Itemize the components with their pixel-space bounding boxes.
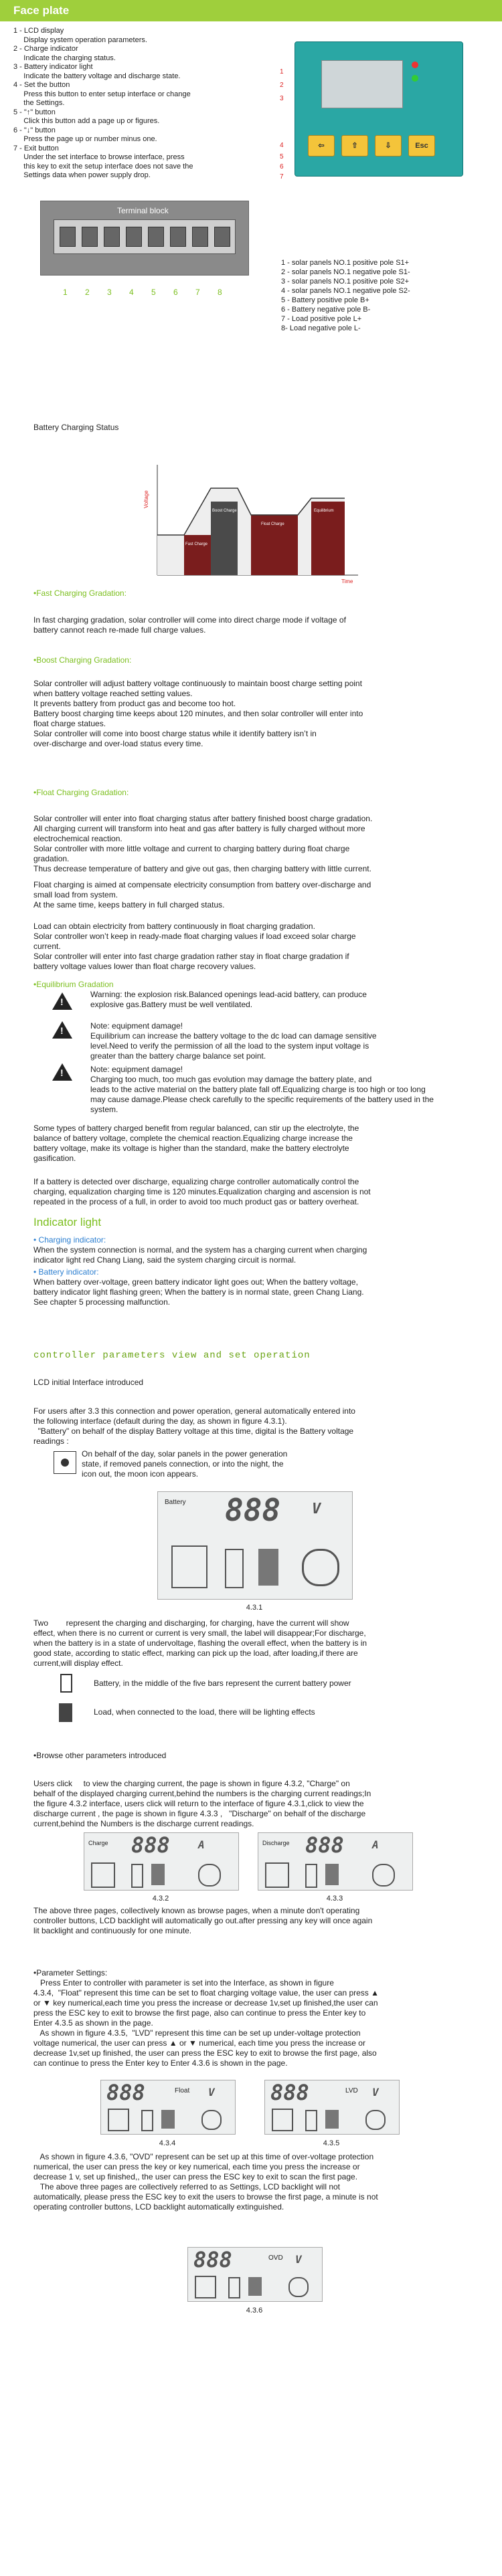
text-line: battery cannot reach re-made full charge values. xyxy=(33,625,206,635)
text-line: Enter 4.3.5 as shown in the page. xyxy=(33,2018,153,2028)
charge-discharge-text xyxy=(33,1618,489,1669)
face-plate-item: 2 - Charge indicator xyxy=(13,45,78,53)
battery-icon xyxy=(305,1864,317,1888)
terminal-number: 1 xyxy=(63,288,68,297)
float-charging-text xyxy=(33,814,489,874)
ovd-text xyxy=(33,2152,495,2212)
terminal-legend-item: 8- Load negative pole L- xyxy=(281,324,361,332)
text-line: current. xyxy=(33,942,61,951)
voltage-axis-label: Voltage xyxy=(143,490,149,508)
text-line: Thus decrease temperature of battery and give out gas, then charging battery with little current. xyxy=(33,864,371,873)
lcd-ovd-label: OVD xyxy=(268,2254,283,2262)
lcd-charge-digits: 888 xyxy=(131,1832,170,1858)
text-line: repeated in the process of a full, in order to avoid too much product gas or battery overheat. xyxy=(33,1197,359,1206)
text-line: Warning: the explosion risk.Balanced openings lead-acid battery, can produce xyxy=(90,990,367,999)
terminal-screw xyxy=(60,227,76,247)
text-line: Solar controller will adjust battery voltage continuously to maintain boost charge setting point xyxy=(33,679,362,688)
text-line: Equilibrium can increase the battery voltage to the dc load can damage sensitive xyxy=(90,1031,377,1041)
terminal-legend xyxy=(281,258,482,333)
equipment-damage-head-2: Note: equipment damage! xyxy=(90,1065,183,1074)
text-line: discharge current , the page is shown in figure 4.3.3 , "Discharge" on behalf of the discharge xyxy=(33,1809,366,1818)
stage-label-float: Float Charge xyxy=(261,522,284,526)
stage-label-fast: Fast Charge xyxy=(185,542,208,546)
lcd-lvd-unit: V xyxy=(372,2086,379,2099)
terminal-screw xyxy=(126,227,142,247)
text-line: decrease 1v,set up finished, the user can press the ESC key to exit to browse the first page, also xyxy=(33,2048,377,2058)
text-line: press the ESC key to exit to browse the first page, also can continue to press the Enter key to xyxy=(33,2008,366,2018)
text-line: decrease 1 v, set up finished,, the user can press the ESC key to exit to scan the first page. xyxy=(33,2172,358,2181)
equipment-damage-text-1 xyxy=(33,1031,489,1061)
controller-section-title: controller parameters view and set operation xyxy=(33,1350,311,1361)
panel-callout-1: 1 xyxy=(280,68,284,76)
face-plate-item: Display system operation parameters. xyxy=(13,35,147,44)
solar-panel-icon xyxy=(171,1545,207,1588)
lcd-ovd-unit: V xyxy=(295,2253,302,2266)
equipment-damage-text-2 xyxy=(33,1075,489,1115)
text-line: In fast charging gradation, solar controller will come into direct charge mode if voltage of xyxy=(33,615,346,625)
text-line: level.Need to verify the permission of all the load to the system input voltage is xyxy=(90,1041,369,1051)
text-line: Press Enter to controller with parameter is set into the Interface, as shown in figure xyxy=(33,1978,334,1988)
face-plate-item: Click this button add a page up or figures. xyxy=(13,117,160,125)
text-line: may cause damage.Please check carefully to the specific requirements of the battery used in the xyxy=(90,1095,434,1104)
terminal-number: 3 xyxy=(107,288,112,297)
text-line: When battery over-voltage, green battery indicator light goes out; When the battery voltage, xyxy=(33,1277,358,1287)
text-line: "Battery" on behalf of the display Battery voltage at this time, digital is the Battery voltage xyxy=(33,1426,354,1436)
text-line: gradation. xyxy=(33,854,70,863)
text-line: Some types of battery charged benefit from regular balanced, can stir up the electrolyte, the xyxy=(33,1123,359,1133)
browse-parameters-title: •Browse other parameters introduced xyxy=(33,1751,167,1760)
text-line: small load from system. xyxy=(33,890,118,899)
text-line: state, if removed panels connection, or into the night, the xyxy=(82,1459,284,1469)
terminal-number: 6 xyxy=(173,288,178,297)
lcd-discharge-label: Discharge xyxy=(262,1840,290,1846)
stage-label-equilibrium: Equilibrium xyxy=(314,509,334,513)
terminal-screw xyxy=(82,227,98,247)
text-line: Solar controller won’t keep in ready-made float charging values if load exceed solar charge xyxy=(33,932,356,941)
lcd-float-label: Float xyxy=(175,2087,190,2095)
terminal-screw xyxy=(192,227,208,247)
up-button[interactable]: ⇧ xyxy=(341,135,368,156)
explosion-warning xyxy=(90,990,485,1010)
text-line: charging, equalization charging time is 120 minutes.Equalization charging and ascension is not xyxy=(33,1187,371,1196)
text-line: balance of battery voltage, complete the chemical reaction.Equalizing charge increase the xyxy=(33,1134,353,1143)
bulb-icon xyxy=(288,2277,309,2297)
text-line: At the same time, keeps battery in full charged status. xyxy=(33,900,225,909)
load-icon xyxy=(161,2110,175,2129)
load-icon xyxy=(248,2277,262,2296)
load-icon xyxy=(258,1549,278,1586)
lcd-figure-4-3-1 xyxy=(157,1491,353,1600)
text-line: Users click to view the charging current, the page is shown in figure 4.3.2, "Charge" on xyxy=(33,1779,350,1788)
face-plate-header xyxy=(0,0,502,21)
lcd-figure-4-3-6 xyxy=(187,2247,323,2302)
lcd-float-digits: 888 xyxy=(106,2080,145,2105)
text-line: icon out, the moon icon appears. xyxy=(82,1469,199,1479)
stage-label-boost: Boost Charge xyxy=(212,509,237,513)
text-line: battery voltage, make its voltage is higher than the standard, make the battery electrolyte xyxy=(33,1144,349,1153)
text-line: good state, according to static effect, marking can pick up the load, after loading,if there are xyxy=(33,1648,358,1658)
text-line: As shown in figure 4.3.6, "OVD" represent can be set up at this time of over-voltage protection xyxy=(33,2152,374,2161)
lcd-initial-interface-title: LCD initial Interface introduced xyxy=(33,1378,144,1387)
terminal-block-label: Terminal block xyxy=(117,206,169,215)
sun-icon-note xyxy=(82,1449,483,1479)
terminal-legend-item: 2 - solar panels NO.1 negative pole S1- xyxy=(281,268,410,276)
charging-indicator-label: • Charging indicator: xyxy=(33,1235,106,1245)
terminal-legend-item: 5 - Battery positive pole B+ xyxy=(281,296,369,304)
text-line: Float charging is aimed at compensate electricity consumption from battery over-discharge and xyxy=(33,880,371,889)
face-plate-item: 5 - "↑" button xyxy=(13,108,56,116)
fig-4-3-4-caption: 4.3.4 xyxy=(159,2139,176,2147)
face-plate-item: 1 - LCD display xyxy=(13,27,64,35)
text-line: leads to the active material on the battery plate fall off.Equalizing charge is too high or too long xyxy=(90,1085,426,1094)
text-line: lit backlight and continuously for one minute. xyxy=(33,1926,192,1935)
terminal-number: 7 xyxy=(195,288,200,297)
charge-indicator xyxy=(412,62,418,68)
panel-callout-3: 3 xyxy=(280,95,284,102)
terminal-number: 5 xyxy=(151,288,156,297)
text-line: greater than the battery charge balance set point. xyxy=(90,1051,266,1061)
parameter-settings-text xyxy=(33,1978,495,2068)
fig-4-3-3-caption: 4.3.3 xyxy=(326,1895,343,1903)
text-line: Battery boost charging time keeps about 120 minutes, and then solar controller will enter into xyxy=(33,709,363,718)
terminal-number: 4 xyxy=(129,288,134,297)
bulb-icon xyxy=(201,2110,222,2130)
face-plate-item: Settings data when power supply drop. xyxy=(13,171,151,179)
terminal-screw xyxy=(214,227,230,247)
text-line: current,behind the Numbers is the discharge current readings. xyxy=(33,1819,254,1828)
lcd-discharge-digits: 888 xyxy=(305,1832,344,1858)
panel-callout-6: 6 xyxy=(280,163,284,171)
lcd-charge-unit: A xyxy=(198,1838,205,1851)
text-line: On behalf of the day, solar panels in the power generation xyxy=(82,1449,288,1459)
panel-callout-4: 4 xyxy=(280,142,284,149)
text-line: As shown in figure 4.3.5, "LVD" represent this time can be set up under-voltage protection xyxy=(33,2028,361,2038)
face-plate-item: 6 - "↓" button xyxy=(13,126,56,134)
battery-indicator-text xyxy=(33,1277,489,1307)
bulb-icon xyxy=(302,1549,339,1586)
solar-panel-icon xyxy=(272,2109,293,2131)
load-note: Load, when connected to the load, there will be lighting effects xyxy=(94,1707,315,1717)
lcd-lvd-label: LVD xyxy=(345,2087,358,2095)
text-line: voltage numerical, the user can press ▲ or ▼ numerical, each time you press the increase or xyxy=(33,2038,365,2048)
text-line: Solar controller with more little voltage and current to charging battery during float charge xyxy=(33,844,350,853)
text-line: the figure 4.3.2 interface, users click will return to the interface of figure 4.3.1,click to view the xyxy=(33,1799,364,1808)
face-plate-item: 3 - Battery indicator light xyxy=(13,63,93,71)
lcd-battery-unit: V xyxy=(312,1501,321,1517)
face-plate-item: the Settings. xyxy=(13,99,65,107)
lcd-figure-4-3-5 xyxy=(264,2080,400,2135)
equipment-damage-head-1: Note: equipment damage! xyxy=(90,1021,183,1031)
terminal-screw xyxy=(170,227,186,247)
face-plate-item: Press this button to enter setup interface or change xyxy=(13,90,191,98)
face-plate-item: Press the page up or number minus one. xyxy=(13,135,157,143)
terminal-legend-item: 3 - solar panels NO.1 positive pole S2+ xyxy=(281,278,410,286)
text-line: when the battery is in a state of undervoltage, flashing the overall effect, when the battery is in xyxy=(33,1638,367,1648)
controller-face-panel xyxy=(274,41,482,182)
text-line: can continue to press the Enter key to Enter 4.3.6 is shown in the page. xyxy=(33,2058,288,2068)
panel-callout-7: 7 xyxy=(280,173,284,181)
lcd-intro-text xyxy=(33,1406,489,1446)
text-line: when battery voltage reached setting values. xyxy=(33,689,193,698)
text-line: Charging too much, too much gas evolution may damage the battery plate, and xyxy=(90,1075,372,1084)
exit-button[interactable]: Esc xyxy=(408,135,435,156)
equilibrium-title: •Equilibrium Gradation xyxy=(33,980,114,989)
bulb-icon xyxy=(198,1864,221,1887)
parameter-settings-title: •Parameter Settings: xyxy=(33,1968,108,1977)
battery-icon xyxy=(225,1549,244,1588)
text-line: current,will display effect. xyxy=(33,1658,123,1668)
load-icon xyxy=(151,1864,165,1885)
text-line: controller buttons, LCD backlight will automatically go out.after pressing any key will once again xyxy=(33,1916,373,1925)
text-line: battery indicator light flashing green; When the battery is in normal state, green Chang Liang. xyxy=(33,1287,364,1297)
terminal-block-picture xyxy=(40,201,261,321)
solar-panel-icon xyxy=(91,1862,115,1888)
text-line: the following interface (default during the day, as shown in figure 4.3.1). xyxy=(33,1416,287,1426)
boost-charging-text xyxy=(33,679,489,749)
fast-charge-band xyxy=(184,535,211,575)
face-plate-title: Face plate xyxy=(13,4,70,17)
fast-charging-text xyxy=(33,615,489,635)
load-icon xyxy=(59,1703,72,1722)
down-button[interactable]: ⇩ xyxy=(375,135,402,156)
time-axis-label: Time xyxy=(341,578,353,584)
equilibrium-text xyxy=(33,1123,489,1164)
lcd-battery-label: Battery xyxy=(165,1499,186,1506)
fig-4-3-6-caption: 4.3.6 xyxy=(246,2306,263,2315)
text-line: If a battery is detected over discharge, equalizing charge controller automatically control the xyxy=(33,1177,359,1186)
battery-icon xyxy=(228,2277,240,2298)
text-line: behalf of the displayed charging current,behind the numbers is the charging current readings;In xyxy=(33,1789,371,1798)
text-line: Solar controller will come into boost charge status while it identify battery isn’t in xyxy=(33,729,317,738)
lcd-figure-4-3-2 xyxy=(84,1832,239,1891)
set-button[interactable]: ⇦ xyxy=(308,135,335,156)
text-line: battery voltage values lower than float charge recovery values. xyxy=(33,962,256,971)
text-line: or ▼ key numerical,each time you press the increase or decrease 1v,set up finished,the user can xyxy=(33,1998,378,2008)
battery-icon xyxy=(141,2110,153,2131)
battery-icon xyxy=(60,1674,72,1693)
solar-panel-icon xyxy=(195,2276,216,2298)
float-charging-text-3 xyxy=(33,922,489,972)
float-charging-title: •Float Charging Gradation: xyxy=(33,788,129,797)
terminal-legend-item: 4 - solar panels NO.1 negative pole S2- xyxy=(281,287,410,295)
text-line: float charge statues. xyxy=(33,719,106,728)
text-line: system. xyxy=(90,1105,118,1114)
text-line: indicator light red Chang Liang, said the system charging circuit is normal. xyxy=(33,1255,297,1265)
face-plate-item: Indicate the charging status. xyxy=(13,53,116,62)
panel-callout-5: 5 xyxy=(280,153,284,160)
text-line: For users after 3.3 this connection and power operation, general automatically entered into xyxy=(33,1406,355,1416)
lcd-figure-4-3-3 xyxy=(258,1832,413,1891)
face-plate-item: Indicate the battery voltage and discharge state. xyxy=(13,72,181,80)
terminal-screw xyxy=(104,227,120,247)
bulb-icon xyxy=(372,1864,395,1887)
text-line: The above three pages are collectively referred to as Settings, LCD backlight will not xyxy=(33,2182,341,2191)
text-line: over-discharge and over-load status every time. xyxy=(33,739,203,748)
face-plate-item: this key to exit the setup interface does not save the xyxy=(13,162,193,171)
text-line: automatically, please press the ESC key to exit the users to browse the first page, a minute is not xyxy=(33,2192,378,2202)
terminal-screw xyxy=(148,227,164,247)
text-line: readings : xyxy=(33,1436,69,1446)
text-line: See chapter 5 processing malfunction. xyxy=(33,1297,171,1307)
battery-icon xyxy=(131,1864,143,1888)
face-plate-description xyxy=(13,27,234,181)
battery-indicator-light xyxy=(412,75,418,82)
terminal-legend-item: 7 - Load positive pole L+ xyxy=(281,315,362,323)
lcd-lvd-digits: 888 xyxy=(270,2080,309,2105)
battery-icon xyxy=(305,2110,317,2131)
text-line: Two represent the charging and discharging, for charging, have the current will show xyxy=(33,1618,349,1628)
text-line: When the system connection is normal, and the system has a charging current when charging xyxy=(33,1245,367,1255)
text-line: Solar controller will enter into fast charge gradation rather stay in float charge gradation if xyxy=(33,952,349,961)
charging-indicator-text xyxy=(33,1245,489,1265)
text-line: effect, when there is no current or current is very small, the label will disappear;For discharge, xyxy=(33,1628,366,1638)
charging-status-diagram xyxy=(144,461,365,588)
fig-4-3-5-caption: 4.3.5 xyxy=(323,2139,340,2147)
lcd-display xyxy=(321,60,403,108)
lcd-figure-4-3-4 xyxy=(100,2080,236,2135)
battery-indicator-label: • Battery indicator: xyxy=(33,1267,99,1277)
text-line: gasification. xyxy=(33,1154,76,1163)
lcd-battery-digits: 888 xyxy=(225,1492,281,1528)
battery-note: Battery, in the middle of the five bars represent the current battery power xyxy=(94,1679,351,1688)
fig-4-3-1-caption: 4.3.1 xyxy=(246,1604,263,1612)
text-line: Load can obtain electricity from battery continuously in float charging gradation. xyxy=(33,922,315,931)
float-charging-text-2 xyxy=(33,880,489,910)
browse-parameters-text xyxy=(33,1779,489,1829)
load-icon xyxy=(325,2110,339,2129)
lcd-charge-label: Charge xyxy=(88,1840,108,1846)
fig-4-3-2-caption: 4.3.2 xyxy=(152,1895,169,1903)
sun-icon xyxy=(54,1451,76,1474)
lcd-discharge-unit: A xyxy=(372,1838,379,1851)
browse-pages-text xyxy=(33,1906,489,1936)
text-line: It prevents battery from product gas and become too hot. xyxy=(33,699,236,708)
face-plate-item: 4 - Set the button xyxy=(13,81,70,89)
boost-charging-title: •Boost Charging Gradation: xyxy=(33,655,132,665)
text-line: All charging current will transform into heat and gas after battery is fully charged without more xyxy=(33,824,365,833)
lcd-float-unit: V xyxy=(208,2086,215,2099)
bulb-icon xyxy=(365,2110,386,2130)
fast-charging-title: •Fast Charging Gradation: xyxy=(33,588,127,598)
charging-status-title: Battery Charging Status xyxy=(33,423,119,432)
solar-panel-icon xyxy=(108,2109,129,2131)
load-icon xyxy=(325,1864,339,1885)
terminal-legend-item: 6 - Battery negative pole B- xyxy=(281,306,371,314)
equilibrium-text-2 xyxy=(33,1177,489,1207)
indicator-light-title: Indicator light xyxy=(33,1216,102,1228)
solar-panel-icon xyxy=(265,1862,289,1888)
text-line: 4.3.4, "Float" represent this time can be set to float charging voltage value, the user can press ▲ xyxy=(33,1988,380,1998)
face-plate-item: Under the set interface to browse interface, press xyxy=(13,153,185,161)
text-line: numerical, the user can press the key or key numerical, each time you press the increase or xyxy=(33,2162,360,2171)
text-line: operating controller buttons, LCD backlight automatically extinguished. xyxy=(33,2202,284,2212)
text-line: explosive gas.Battery must be well ventilated. xyxy=(90,1000,253,1009)
text-line: electrochemical reaction. xyxy=(33,834,122,843)
lcd-ovd-digits: 888 xyxy=(193,2247,232,2272)
terminal-number: 2 xyxy=(85,288,90,297)
text-line: Solar controller will enter into float charging status after battery finished boost charge gradation. xyxy=(33,814,373,823)
face-plate-item: 7 - Exit button xyxy=(13,144,59,152)
text-line: The above three pages, collectively known as browse pages, when a minute don't operating xyxy=(33,1906,360,1915)
panel-callout-2: 2 xyxy=(280,82,284,89)
warning-icon xyxy=(52,992,72,1010)
terminal-number: 8 xyxy=(218,288,222,297)
terminal-legend-item: 1 - solar panels NO.1 positive pole S1+ xyxy=(281,259,410,267)
